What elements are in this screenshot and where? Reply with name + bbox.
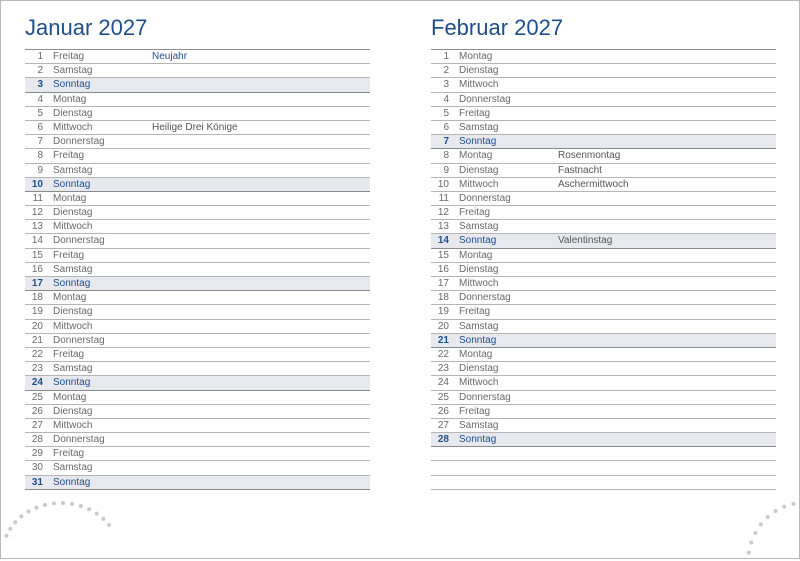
weekday-label: Mittwoch <box>459 278 499 289</box>
day-number: 18 <box>31 292 43 304</box>
weekday-label: Dienstag <box>459 263 499 275</box>
weekday-label: Montag <box>53 391 87 403</box>
day-row <box>431 93 776 107</box>
day-number: 29 <box>31 448 43 460</box>
weekday-label: Sonntag <box>53 278 91 289</box>
day-row <box>431 362 776 376</box>
day-number: 23 <box>437 363 449 375</box>
day-number: 24 <box>437 377 449 389</box>
weekday-label: Donnerstag <box>53 434 105 446</box>
day-number: 19 <box>437 306 449 318</box>
weekday-label: Samstag <box>53 263 93 275</box>
weekday-label: Montag <box>53 192 87 204</box>
weekday-label: Montag <box>459 348 493 360</box>
weekday-label: Dienstag <box>53 207 93 219</box>
day-row <box>431 405 776 419</box>
day-row <box>431 178 776 192</box>
day-row <box>431 135 776 149</box>
day-number: 11 <box>32 192 43 204</box>
weekday-label: Montag <box>459 150 493 162</box>
day-number: 22 <box>31 348 43 360</box>
weekday-label: Samstag <box>459 221 499 233</box>
day-list <box>25 49 370 490</box>
holiday-label: Aschermittwoch <box>558 178 629 190</box>
weekday-label: Donnerstag <box>459 93 511 105</box>
weekday-label: Samstag <box>53 65 93 77</box>
day-number: 5 <box>443 107 449 119</box>
day-number: 2 <box>37 65 43 77</box>
day-row <box>25 291 370 305</box>
weekday-label: Mittwoch <box>459 79 499 91</box>
day-number: 14 <box>437 235 449 247</box>
weekday-label: Samstag <box>53 462 93 474</box>
weekday-label: Sonntag <box>459 235 497 247</box>
day-number: 16 <box>31 263 43 275</box>
weekday-label: Samstag <box>53 363 93 375</box>
day-row <box>25 305 370 319</box>
day-number: 24 <box>31 377 43 389</box>
weekday-label: Sonntag <box>459 434 497 446</box>
day-row <box>431 121 776 135</box>
day-number: 28 <box>437 434 449 446</box>
day-row <box>431 164 776 178</box>
day-row <box>431 291 776 305</box>
weekday-label: Donnerstag <box>53 235 105 247</box>
day-row <box>431 334 776 348</box>
day-number: 12 <box>31 207 43 219</box>
day-row <box>25 135 370 149</box>
weekday-label: Freitag <box>53 448 85 460</box>
weekday-label: Mittwoch <box>459 377 499 389</box>
day-row <box>431 149 776 163</box>
month-title: Januar 2027 <box>25 15 148 40</box>
day-number: 9 <box>443 164 449 176</box>
day-number: 20 <box>31 320 43 332</box>
day-row <box>25 320 370 334</box>
month-title: Februar 2027 <box>431 15 564 40</box>
day-number: 22 <box>437 348 449 360</box>
weekday-label: Mittwoch <box>53 320 93 332</box>
day-row <box>431 277 776 291</box>
weekday-label: Donnerstag <box>53 136 105 148</box>
day-row <box>431 348 776 362</box>
day-number: 2 <box>443 65 449 77</box>
day-row <box>431 234 776 248</box>
weekday-label: Sonntag <box>459 334 497 346</box>
day-number: 3 <box>37 79 43 91</box>
day-row <box>431 220 776 234</box>
weekday-label: Freitag <box>459 306 491 318</box>
day-number: 27 <box>437 419 449 431</box>
weekday-label: Dienstag <box>53 107 93 119</box>
day-row <box>431 376 776 390</box>
day-row <box>25 121 370 135</box>
day-row <box>25 178 370 192</box>
day-number: 21 <box>31 334 43 346</box>
day-number: 18 <box>437 292 449 304</box>
weekday-label: Samstag <box>459 121 499 133</box>
day-number: 10 <box>31 178 43 190</box>
weekday-label: Sonntag <box>53 178 91 190</box>
day-row <box>25 234 370 248</box>
weekday-label: Freitag <box>459 207 491 219</box>
day-row <box>25 64 370 78</box>
weekday-label: Montag <box>53 292 87 304</box>
day-list <box>431 49 776 490</box>
day-number: 7 <box>37 136 43 148</box>
day-row <box>25 149 370 163</box>
day-number: 21 <box>437 334 449 346</box>
day-number: 25 <box>31 391 43 403</box>
day-row <box>25 405 370 419</box>
weekday-label: Freitag <box>53 150 85 162</box>
weekday-label: Freitag <box>53 51 85 62</box>
day-number: 16 <box>437 263 449 275</box>
day-row <box>25 348 370 362</box>
day-row <box>431 107 776 121</box>
day-row <box>25 93 370 107</box>
weekday-label: Donnerstag <box>53 334 105 346</box>
weekday-label: Freitag <box>53 348 85 360</box>
weekday-label: Freitag <box>53 249 85 261</box>
month-januar <box>25 13 370 490</box>
weekday-label: Freitag <box>459 405 491 417</box>
day-number: 14 <box>31 235 43 247</box>
holiday-label: Valentinstag <box>558 235 613 247</box>
day-row <box>25 263 370 277</box>
weekday-label: Mittwoch <box>53 121 93 133</box>
day-number: 30 <box>31 462 43 474</box>
day-number: 8 <box>37 150 43 162</box>
day-number: 9 <box>37 164 43 176</box>
day-row <box>431 461 776 475</box>
day-row <box>25 50 370 64</box>
day-number: 1 <box>443 51 449 62</box>
weekday-label: Sonntag <box>459 136 497 148</box>
day-row <box>431 192 776 206</box>
day-number: 6 <box>443 121 449 133</box>
weekday-label: Samstag <box>459 419 499 431</box>
day-number: 17 <box>437 278 449 289</box>
weekday-label: Donnerstag <box>459 192 511 204</box>
day-row <box>25 476 370 490</box>
day-row <box>25 249 370 263</box>
day-number: 3 <box>443 79 449 91</box>
day-number: 25 <box>437 391 449 403</box>
day-number: 31 <box>31 476 43 488</box>
holiday-label: Neujahr <box>152 51 188 62</box>
holiday-label: Heilige Drei Könige <box>152 121 238 133</box>
day-number: 7 <box>443 136 449 148</box>
day-row <box>431 206 776 220</box>
day-row <box>431 64 776 78</box>
day-row <box>25 334 370 348</box>
day-number: 15 <box>437 249 449 261</box>
weekday-label: Dienstag <box>459 363 499 375</box>
day-number: 28 <box>31 434 43 446</box>
day-row <box>431 320 776 334</box>
weekday-label: Mittwoch <box>459 178 499 190</box>
day-row <box>25 376 370 390</box>
weekday-label: Dienstag <box>53 306 93 318</box>
day-row <box>431 50 776 64</box>
day-row <box>431 249 776 263</box>
day-row <box>25 461 370 475</box>
day-number: 11 <box>438 192 449 204</box>
weekday-label: Sonntag <box>53 79 91 91</box>
weekday-label: Samstag <box>459 320 499 332</box>
weekday-label: Montag <box>459 249 493 261</box>
weekday-label: Mittwoch <box>53 221 93 233</box>
weekday-label: Freitag <box>459 107 491 119</box>
day-row <box>431 305 776 319</box>
day-row <box>431 78 776 92</box>
day-row <box>431 447 776 461</box>
day-row <box>25 447 370 461</box>
day-number: 19 <box>31 306 43 318</box>
day-number: 13 <box>437 221 449 233</box>
day-row <box>25 419 370 433</box>
day-number: 1 <box>37 51 43 62</box>
day-row <box>25 220 370 234</box>
dotted-arc-icon <box>721 481 800 560</box>
day-number: 5 <box>37 107 43 119</box>
day-row <box>431 263 776 277</box>
weekday-label: Dienstag <box>459 164 499 176</box>
weekday-label: Donnerstag <box>459 391 511 403</box>
day-row <box>25 164 370 178</box>
day-row <box>25 362 370 376</box>
day-row <box>25 206 370 220</box>
day-number: 8 <box>443 150 449 162</box>
day-row <box>431 391 776 405</box>
day-number: 27 <box>31 419 43 431</box>
weekday-label: Montag <box>53 93 87 105</box>
weekday-label: Mittwoch <box>53 419 93 431</box>
day-number: 6 <box>37 121 43 133</box>
day-row <box>25 78 370 92</box>
day-row <box>25 277 370 291</box>
day-row <box>25 391 370 405</box>
weekday-label: Montag <box>459 51 493 62</box>
day-number: 10 <box>437 178 449 190</box>
day-number: 26 <box>437 405 449 417</box>
day-number: 13 <box>31 221 43 233</box>
day-row <box>431 419 776 433</box>
day-row <box>25 433 370 447</box>
day-number: 4 <box>443 93 449 105</box>
day-row <box>25 192 370 206</box>
holiday-label: Fastnacht <box>558 164 602 176</box>
day-number: 23 <box>31 363 43 375</box>
month-februar <box>431 13 776 490</box>
holiday-label: Rosenmontag <box>558 150 621 162</box>
weekday-label: Sonntag <box>53 476 91 488</box>
weekday-label: Donnerstag <box>459 292 511 304</box>
weekday-label: Sonntag <box>53 377 91 389</box>
day-number: 17 <box>31 278 43 289</box>
day-number: 12 <box>437 207 449 219</box>
dotted-arc-icon <box>1 491 121 561</box>
weekday-label: Dienstag <box>53 405 93 417</box>
day-number: 20 <box>437 320 449 332</box>
weekday-label: Dienstag <box>459 65 499 77</box>
day-number: 26 <box>31 405 43 417</box>
day-number: 4 <box>37 93 43 105</box>
day-row <box>25 107 370 121</box>
day-number: 15 <box>31 249 43 261</box>
weekday-label: Samstag <box>53 164 93 176</box>
day-row <box>431 433 776 447</box>
